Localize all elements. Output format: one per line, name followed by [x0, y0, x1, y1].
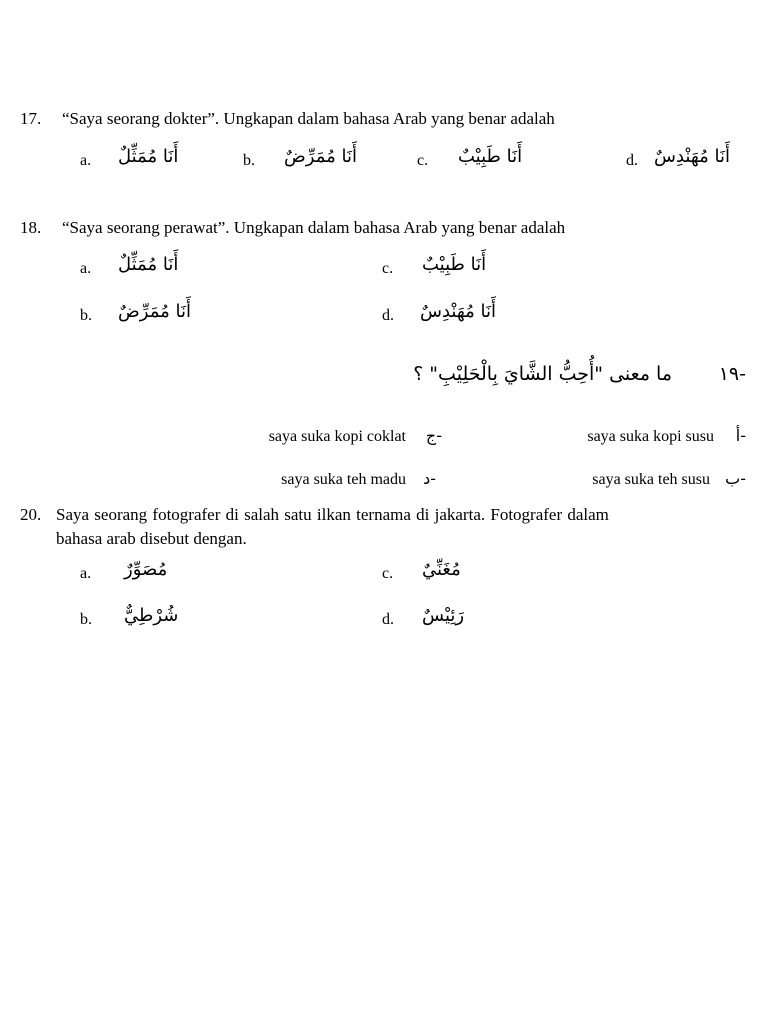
q19-option-ba-text[interactable]: saya suka teh susu [592, 471, 710, 488]
q20-text-line2: bahasa arab disebut dengan. [56, 529, 247, 548]
q20-option-b-arabic[interactable]: شُرْطِيٌّ [124, 605, 179, 626]
q17-text: “Saya seorang dokter”. Ungkapan dalam bahasa Arab yang benar adalah [62, 109, 555, 128]
q20-option-b-letter[interactable]: b. [80, 611, 92, 628]
q20-option-c-arabic[interactable]: مُغَنِّيٌ [422, 559, 461, 580]
q18-option-d-arabic[interactable]: أَنَا مُهَنْدِسٌ [420, 301, 497, 322]
q19-number: -١٩ [718, 363, 746, 385]
q19-option-jim-text[interactable]: saya suka kopi coklat [268, 428, 406, 445]
q18-option-c-arabic[interactable]: أَنَا طَبِيْبٌ [422, 254, 487, 275]
q17-option-c-letter[interactable]: c. [417, 152, 429, 169]
q20-option-d-arabic[interactable]: رَئِيْسٌ [422, 605, 465, 626]
q19-option-dal-letter[interactable]: د- [423, 469, 436, 488]
q17-option-b-letter[interactable]: b. [243, 152, 255, 169]
q18-option-c-letter[interactable]: c. [382, 260, 394, 277]
q19-text: ما معنى "أُحِبُّ الشَّايَ بِالْحَلِيْبِ" ؟ [413, 363, 672, 385]
q18-option-a-letter[interactable]: a. [80, 260, 92, 277]
q18-option-b-arabic[interactable]: أَنَا مُمَرِّضٌ [118, 301, 191, 322]
q17-option-b-arabic[interactable]: أَنَا مُمَرِّضٌ [284, 146, 357, 167]
q20-option-a-arabic[interactable]: مُصَوِّرٌ [124, 559, 168, 580]
q18-option-d-letter[interactable]: d. [382, 307, 394, 324]
q20-option-a-letter[interactable]: a. [80, 565, 92, 582]
q19-option-jim-letter[interactable]: ج- [425, 426, 442, 445]
q17-number: 17. [20, 109, 42, 128]
q20-option-c-letter[interactable]: c. [382, 565, 394, 582]
q17-option-c-arabic[interactable]: أَنَا طَبِيْبٌ [458, 146, 523, 167]
q17-option-d-letter[interactable]: d. [626, 152, 638, 169]
q19-option-alif-letter[interactable]: أ- [735, 426, 746, 445]
q17-option-a-letter[interactable]: a. [80, 152, 92, 169]
q20-option-d-letter[interactable]: d. [382, 611, 394, 628]
q20-text-line1: Saya seorang fotografer di salah satu ilkan ternama di jakarta. Fotografer dalam [56, 505, 609, 524]
q18-text: “Saya seorang perawat”. Ungkapan dalam bahasa Arab yang benar adalah [62, 218, 566, 237]
q19-option-ba-letter[interactable]: ب- [725, 469, 746, 488]
q18-option-b-letter[interactable]: b. [80, 307, 92, 324]
q18-number: 18. [20, 218, 42, 237]
q20-number: 20. [20, 505, 42, 524]
q18-option-a-arabic[interactable]: أَنَا مُمَثِّلٌ [118, 254, 179, 275]
q17-option-d-arabic[interactable]: أَنَا مُهَنْدِسٌ [654, 146, 731, 167]
q19-option-dal-text[interactable]: saya suka teh madu [281, 471, 406, 488]
q17-option-a-arabic[interactable]: أَنَا مُمَثِّلٌ [118, 146, 179, 167]
q19-option-alif-text[interactable]: saya suka kopi susu [587, 428, 714, 445]
